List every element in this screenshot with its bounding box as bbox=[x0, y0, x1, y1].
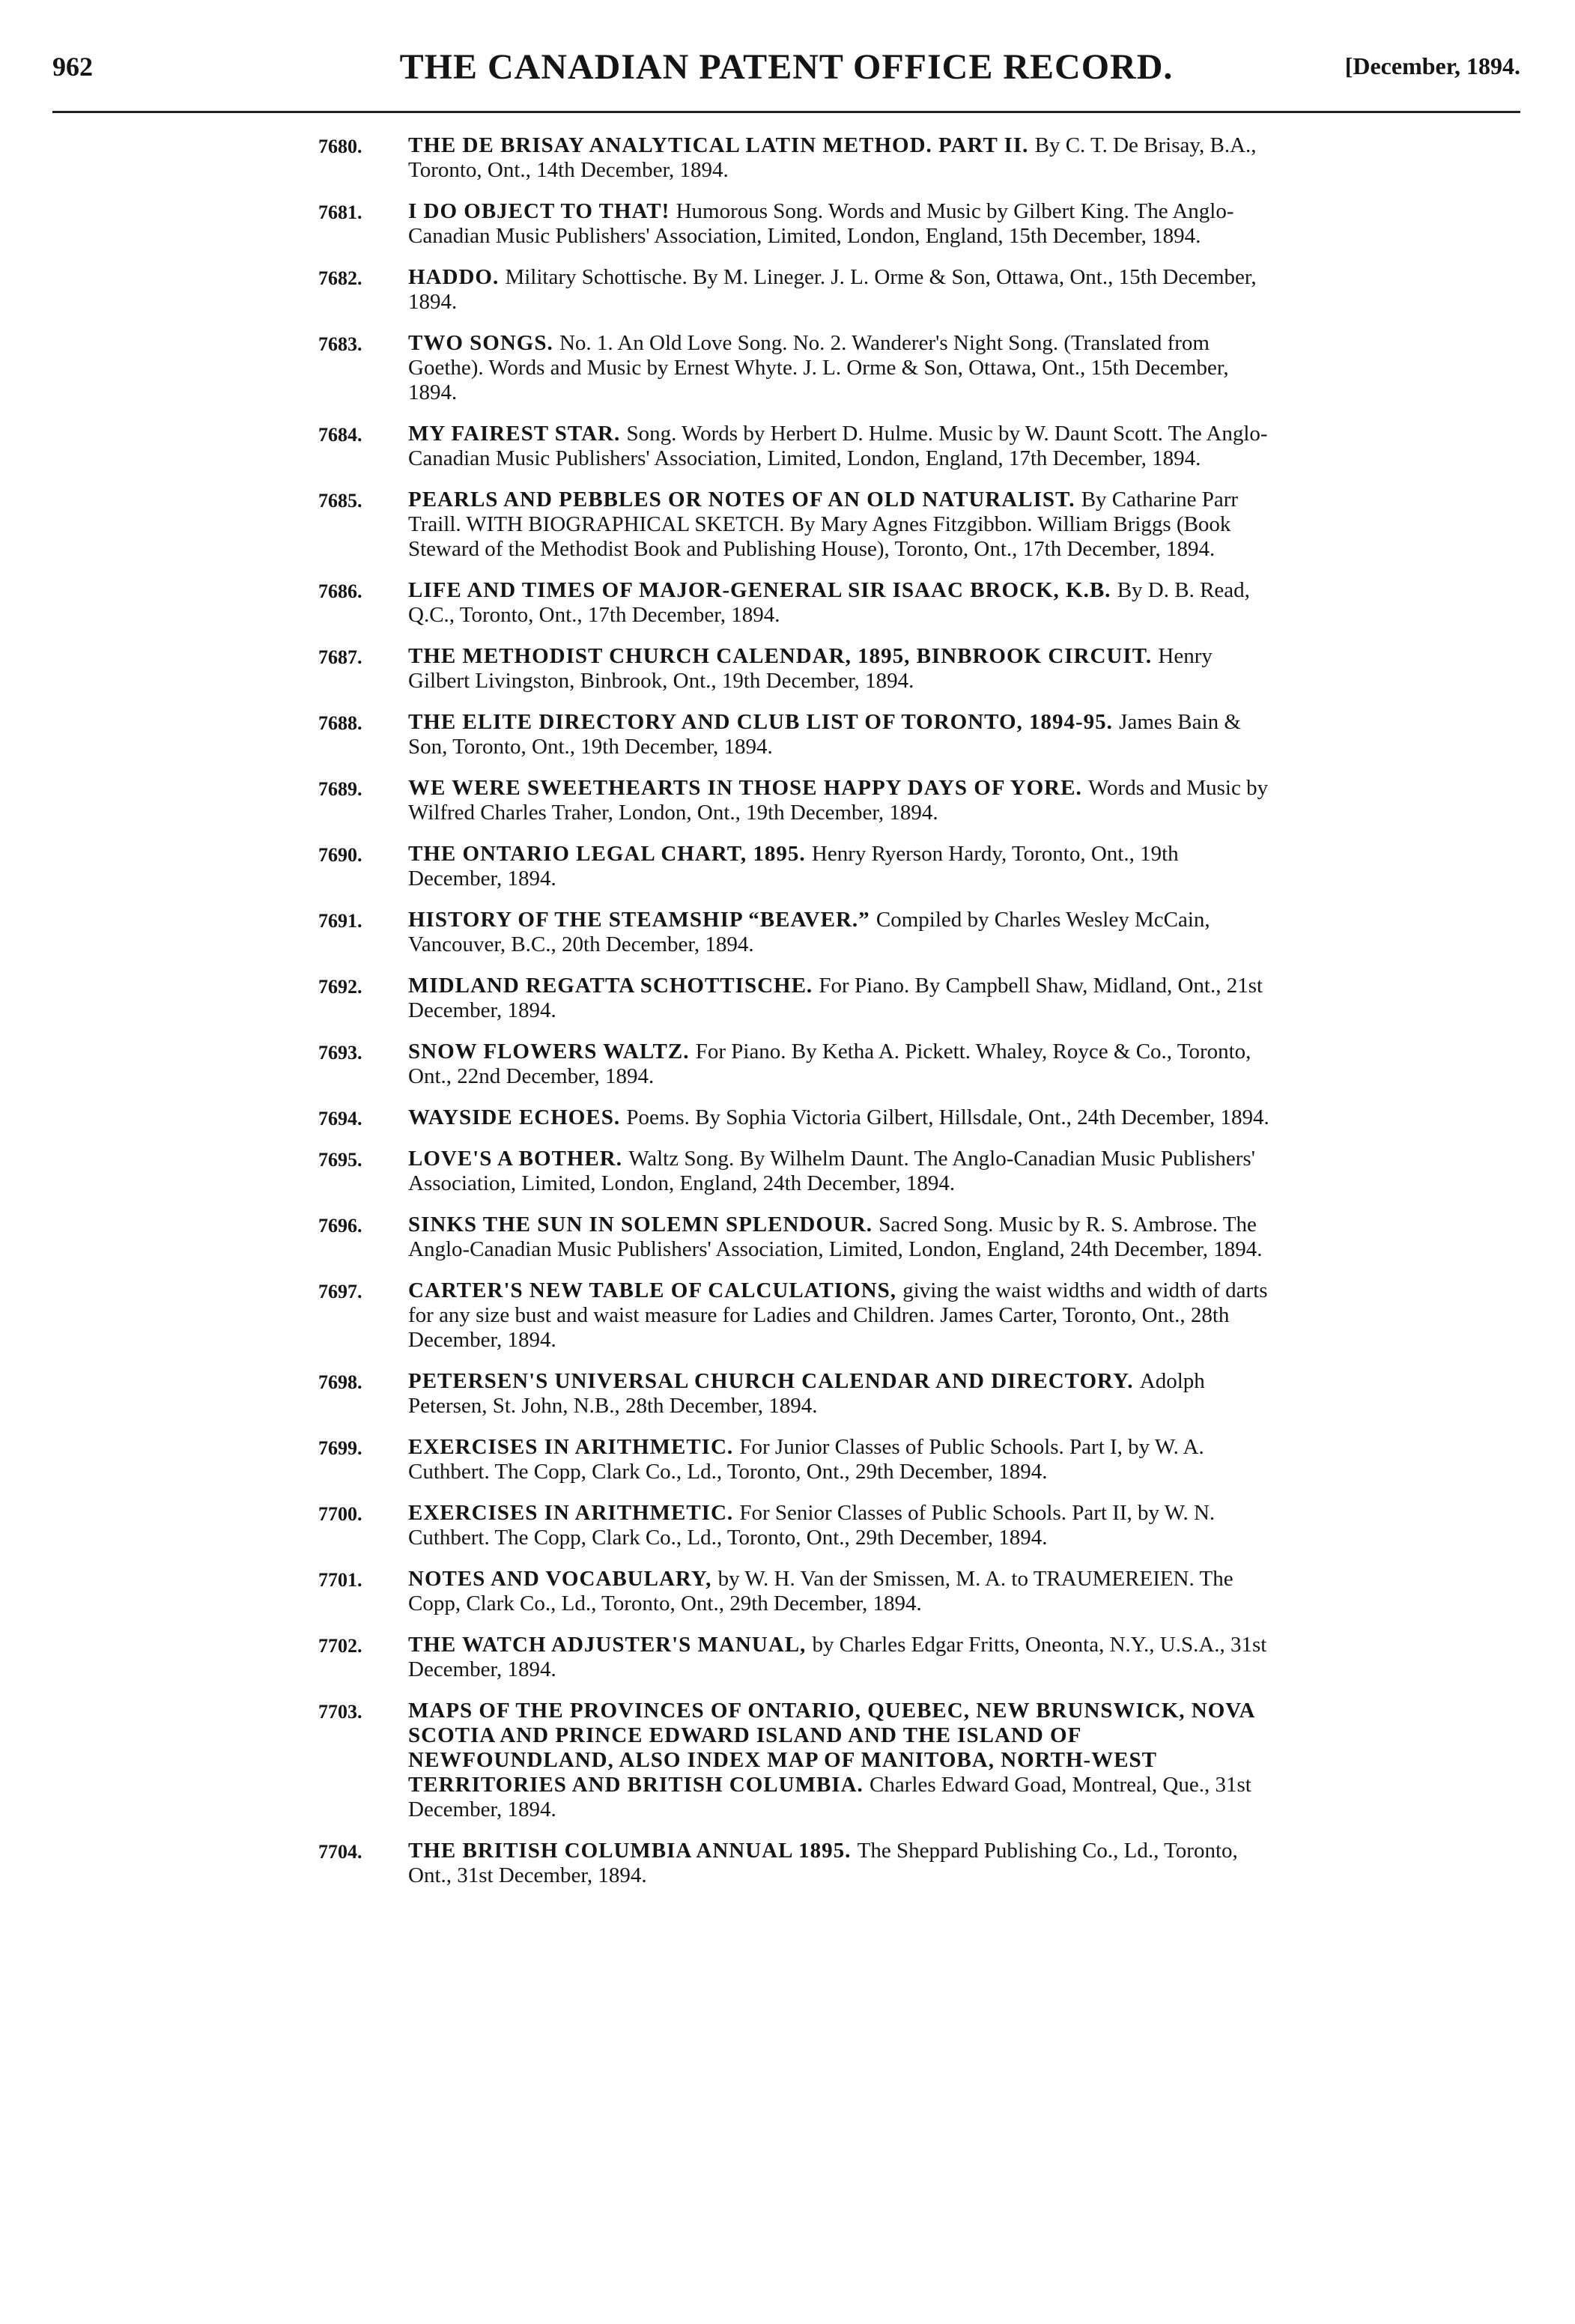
entry-detail: By Catharine Parr Traill. WITH BIOGRAPHICAL SKETCH. By Mary Agnes Fitzgibbon. William Briggs (Book Steward of the Methodist Book and Publishing House), Toronto, Ont., 17th December, 1894. bbox=[408, 488, 1239, 561]
entry-detail: Song. Words by Herbert D. Hulme. Music by W. Daunt Scott. The Anglo-Canadian Music Publishers' Association, Limited, London, England, 17th December, 1894. bbox=[408, 422, 1268, 470]
entry bbox=[318, 1435, 1277, 1484]
entry bbox=[318, 1278, 1277, 1353]
entry-title: EXERCISES IN ARITHMETIC. bbox=[408, 1501, 740, 1525]
entry-title: MIDLAND REGATTA SCHOTTISCHE. bbox=[408, 974, 819, 998]
entry bbox=[318, 842, 1277, 891]
entry-title: PETERSEN'S UNIVERSAL CHURCH CALENDAR AND DIRECTORY. bbox=[408, 1369, 1140, 1393]
entry-detail: by W. H. Van der Smissen, M. A. to TRAUMEREIEN. The Copp, Clark Co., Ld., Toronto, Ont., 29th December, 1894. bbox=[408, 1567, 1233, 1615]
entry-title: LOVE'S A BOTHER. bbox=[408, 1147, 629, 1171]
entry-number: 7688. bbox=[318, 712, 362, 734]
entry-text bbox=[408, 1501, 1277, 1550]
entry bbox=[318, 1699, 1277, 1822]
entry-title: HISTORY OF THE STEAMSHIP “BEAVER.” bbox=[408, 908, 876, 932]
page-header bbox=[52, 46, 1520, 91]
entry-number: 7682. bbox=[318, 267, 362, 289]
entry-number: 7697. bbox=[318, 1281, 362, 1302]
entry bbox=[318, 1567, 1277, 1616]
entry-list bbox=[318, 133, 1277, 1905]
entry-detail: by Charles Edgar Fritts, Oneonta, N.Y., U.S.A., 31st December, 1894. bbox=[408, 1633, 1267, 1681]
entry-detail: Henry Ryerson Hardy, Toronto, Ont., 19th December, 1894. bbox=[408, 842, 1179, 891]
entry-text bbox=[408, 776, 1277, 825]
entry-detail: Compiled by Charles Wesley McCain, Vancouver, B.C., 20th December, 1894. bbox=[408, 908, 1210, 956]
entry bbox=[318, 1147, 1277, 1196]
entry-number: 7690. bbox=[318, 844, 362, 866]
entry-title: EXERCISES IN ARITHMETIC. bbox=[408, 1435, 740, 1459]
entry bbox=[318, 133, 1277, 183]
entry-text bbox=[408, 133, 1277, 183]
entry-number: 7687. bbox=[318, 646, 362, 668]
entry-text bbox=[408, 1369, 1277, 1419]
entry-title: THE METHODIST CHURCH CALENDAR, 1895, BINBROOK CIRCUIT. bbox=[408, 644, 1159, 668]
entry-text bbox=[408, 422, 1277, 471]
entry-number: 7701. bbox=[318, 1569, 362, 1591]
entry-number: 7689. bbox=[318, 778, 362, 800]
entry-text bbox=[408, 1633, 1277, 1682]
entry bbox=[318, 488, 1277, 562]
entry-title: THE WATCH ADJUSTER'S MANUAL, bbox=[408, 1633, 813, 1657]
entry-text bbox=[408, 644, 1277, 694]
entry-title: HADDO. bbox=[408, 265, 506, 289]
entry-number: 7696. bbox=[318, 1215, 362, 1237]
entry-title: NOTES AND VOCABULARY, bbox=[408, 1567, 718, 1591]
entry bbox=[318, 974, 1277, 1023]
entry-title: I DO OBJECT TO THAT! bbox=[408, 199, 676, 223]
entry-detail: Charles Edward Goad, Montreal, Que., 31st December, 1894. bbox=[408, 1773, 1251, 1821]
entry-number: 7693. bbox=[318, 1042, 362, 1064]
entry bbox=[318, 1501, 1277, 1550]
entry-number: 7691. bbox=[318, 910, 362, 932]
entry-text bbox=[408, 1699, 1277, 1822]
entry-title: THE ONTARIO LEGAL CHART, 1895. bbox=[408, 842, 812, 866]
entry-text bbox=[408, 488, 1277, 562]
entry-detail: Henry Gilbert Livingston, Binbrook, Ont., 19th December, 1894. bbox=[408, 644, 1213, 693]
entry bbox=[318, 1369, 1277, 1419]
entry-text bbox=[408, 1435, 1277, 1484]
entry-text bbox=[408, 199, 1277, 249]
entry-title: CARTER'S NEW TABLE OF CALCULATIONS, bbox=[408, 1278, 903, 1302]
journal-title: THE CANADIAN PATENT OFFICE RECORD. bbox=[399, 47, 1174, 87]
entry bbox=[318, 776, 1277, 825]
entry bbox=[318, 710, 1277, 759]
entry bbox=[318, 199, 1277, 249]
entry-title: LIFE AND TIMES OF MAJOR-GENERAL SIR ISAAC BROCK, K.B. bbox=[408, 578, 1117, 602]
entry bbox=[318, 1040, 1277, 1089]
entry-number: 7698. bbox=[318, 1371, 362, 1393]
entry-number: 7692. bbox=[318, 976, 362, 998]
entry-title: SNOW FLOWERS WALTZ. bbox=[408, 1040, 696, 1064]
entry-detail: The Sheppard Publishing Co., Ld., Toronto, Ont., 31st December, 1894. bbox=[408, 1839, 1238, 1887]
entry bbox=[318, 1105, 1277, 1130]
entry-number: 7704. bbox=[318, 1841, 362, 1863]
entry-text bbox=[408, 265, 1277, 315]
entry-detail: For Junior Classes of Public Schools. Part I, by W. A. Cuthbert. The Copp, Clark Co., Ld., Toronto, Ont., 29th December, 1894. bbox=[408, 1435, 1204, 1484]
entry-detail: For Piano. By Ketha A. Pickett. Whaley, Royce & Co., Toronto, Ont., 22nd December, 1894. bbox=[408, 1040, 1251, 1088]
entry-text bbox=[408, 1147, 1277, 1196]
entry-detail: James Bain & Son, Toronto, Ont., 19th December, 1894. bbox=[408, 710, 1241, 759]
entry-detail: Adolph Petersen, St. John, N.B., 28th December, 1894. bbox=[408, 1369, 1205, 1418]
entry-number: 7695. bbox=[318, 1149, 362, 1171]
entry bbox=[318, 1839, 1277, 1888]
entry-text bbox=[408, 1567, 1277, 1616]
entry bbox=[318, 644, 1277, 694]
entry-title: THE DE BRISAY ANALYTICAL LATIN METHOD. PART II. bbox=[408, 133, 1035, 157]
entry-number: 7700. bbox=[318, 1503, 362, 1525]
entry-number: 7683. bbox=[318, 333, 362, 355]
entry-number: 7685. bbox=[318, 490, 362, 512]
entry-text bbox=[408, 974, 1277, 1023]
entry-text bbox=[408, 1278, 1277, 1353]
entry-detail: Military Schottische. By M. Lineger. J. L. Orme & Son, Ottawa, Ont., 15th December, 1894. bbox=[408, 265, 1257, 314]
entry-text bbox=[408, 331, 1277, 405]
header-rule bbox=[52, 111, 1520, 113]
entry-number: 7702. bbox=[318, 1635, 362, 1657]
entry-text bbox=[408, 1105, 1277, 1130]
entry-text bbox=[408, 842, 1277, 891]
entry-text bbox=[408, 1040, 1277, 1089]
entry-detail: Sacred Song. Music by R. S. Ambrose. The Anglo-Canadian Music Publishers' Association, Limited, London, England, 24th December, 1894. bbox=[408, 1213, 1263, 1261]
entry-title: WAYSIDE ECHOES. bbox=[408, 1105, 627, 1129]
entry-number: 7681. bbox=[318, 201, 362, 223]
entry-detail: For Senior Classes of Public Schools. Part II, by W. N. Cuthbert. The Copp, Clark Co., Ld., Toronto, Ont., 29th December, 1894. bbox=[408, 1501, 1216, 1550]
entry-detail: For Piano. By Campbell Shaw, Midland, Ont., 21st December, 1894. bbox=[408, 974, 1263, 1022]
entry-text bbox=[408, 578, 1277, 628]
entry bbox=[318, 265, 1277, 315]
entry-number: 7680. bbox=[318, 136, 362, 157]
entry-title: MAPS OF THE PROVINCES OF ONTARIO, QUEBEC, NEW BRUNSWICK, NOVA SCOTIA AND PRINCE EDWARD ISLAND AND THE ISLAND OF NEWFOUNDLAND, ALSO INDEX MAP OF MANITOBA, NORTH-WEST TERRITORIES AND BRITISH COLUMBIA. bbox=[408, 1699, 1254, 1797]
issue-date: [December, 1894. bbox=[1344, 52, 1520, 79]
entry-text bbox=[408, 1213, 1277, 1262]
entry-detail: giving the waist widths and width of darts for any size bust and waist measure for Ladies and Children. James Carter, Toronto, Ont., 28th December, 1894. bbox=[408, 1278, 1268, 1352]
entry-title: SINKS THE SUN IN SOLEMN SPLENDOUR. bbox=[408, 1213, 879, 1237]
entry-detail: By C. T. De Brisay, B.A., Toronto, Ont., 14th December, 1894. bbox=[408, 133, 1257, 182]
entry bbox=[318, 331, 1277, 405]
entry-number: 7686. bbox=[318, 580, 362, 602]
entry bbox=[318, 1213, 1277, 1262]
entry-detail: No. 1. An Old Love Song. No. 2. Wanderer's Night Song. (Translated from Goethe). Words and Music by Ernest Whyte. J. L. Orme & Son, Ottawa, Ont., 15th December, 1894. bbox=[408, 331, 1229, 404]
entry-title: THE BRITISH COLUMBIA ANNUAL 1895. bbox=[408, 1839, 858, 1863]
entry-detail: By D. B. Read, Q.C., Toronto, Ont., 17th December, 1894. bbox=[408, 578, 1250, 627]
entry bbox=[318, 908, 1277, 957]
entry-title: TWO SONGS. bbox=[408, 331, 559, 355]
entry-number: 7694. bbox=[318, 1108, 362, 1129]
page-number: 962 bbox=[52, 52, 93, 82]
entry-title: PEARLS AND PEBBLES OR NOTES OF AN OLD NATURALIST. bbox=[408, 488, 1081, 512]
entry-detail: Humorous Song. Words and Music by Gilbert King. The Anglo-Canadian Music Publishers' Association, Limited, London, England, 15th December, 1894. bbox=[408, 199, 1234, 248]
entry bbox=[318, 578, 1277, 628]
entry bbox=[318, 422, 1277, 471]
entry-title: THE ELITE DIRECTORY AND CLUB LIST OF TORONTO, 1894-95. bbox=[408, 710, 1120, 734]
entry-detail: Poems. By Sophia Victoria Gilbert, Hillsdale, Ont., 24th December, 1894. bbox=[626, 1105, 1269, 1129]
entry-title: WE WERE SWEETHEARTS IN THOSE HAPPY DAYS OF YORE. bbox=[408, 776, 1088, 800]
entry-text bbox=[408, 710, 1277, 759]
entry-title: MY FAIREST STAR. bbox=[408, 422, 627, 446]
entry-text bbox=[408, 908, 1277, 957]
entry-number: 7699. bbox=[318, 1437, 362, 1459]
entry-text bbox=[408, 1839, 1277, 1888]
entry-number: 7703. bbox=[318, 1701, 362, 1723]
entry-detail: Waltz Song. By Wilhelm Daunt. The Anglo-Canadian Music Publishers' Association, Limited, London, England, 24th December, 1894. bbox=[408, 1147, 1255, 1195]
entry-detail: Words and Music by Wilfred Charles Traher, London, Ont., 19th December, 1894. bbox=[408, 776, 1269, 825]
entry bbox=[318, 1633, 1277, 1682]
entry-number: 7684. bbox=[318, 424, 362, 446]
